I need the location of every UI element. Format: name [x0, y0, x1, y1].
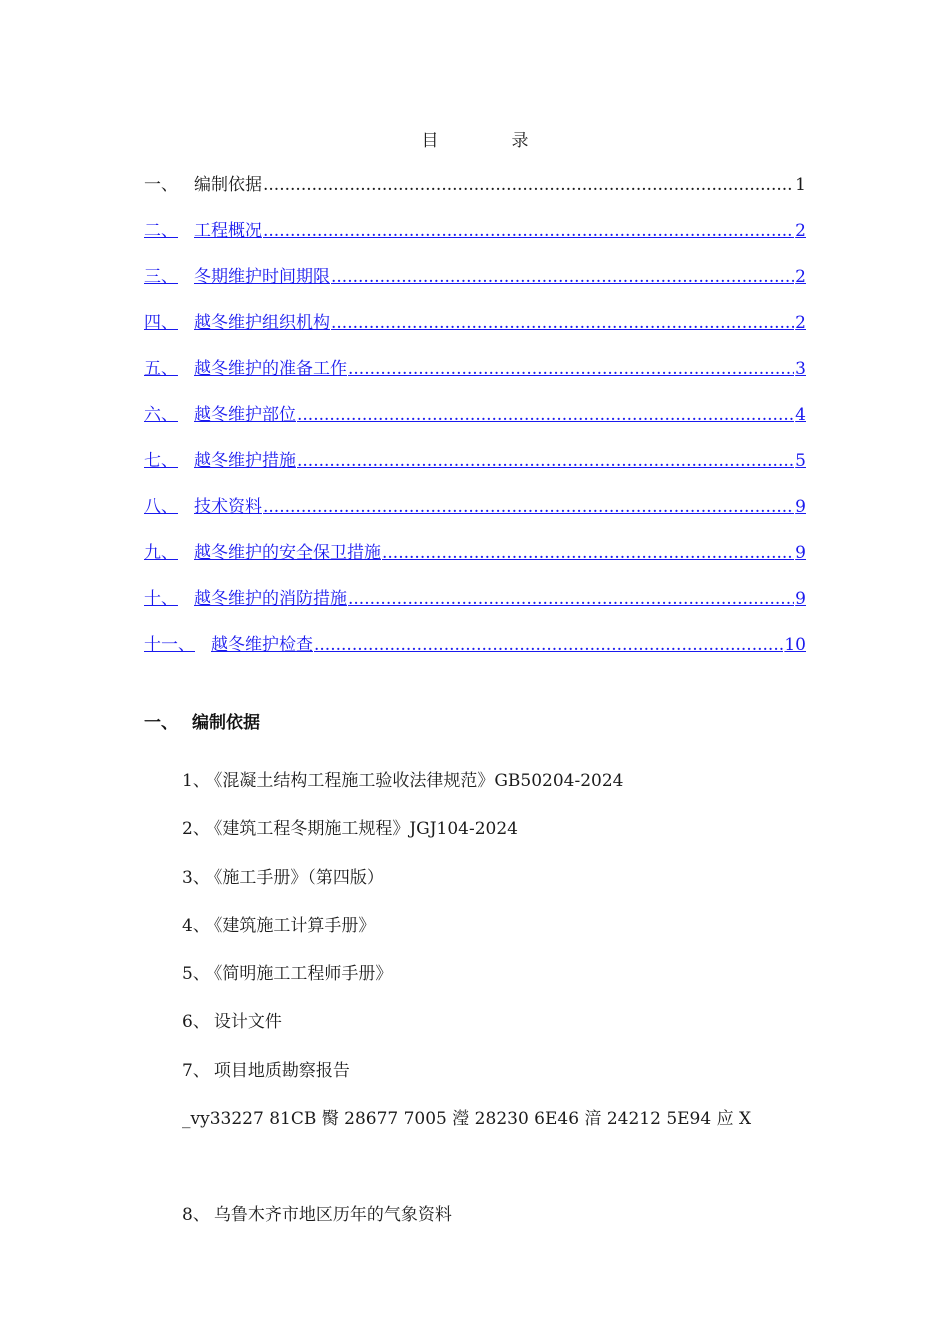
list-item — [182, 768, 751, 816]
toc-item-number: 十一、 — [144, 635, 195, 655]
toc-item-page: 9 — [795, 543, 806, 563]
toc-item-page: 2 — [795, 221, 806, 241]
toc-item-3[interactable] — [144, 264, 806, 310]
toc-dot-leader — [348, 356, 794, 382]
list-item — [182, 1202, 751, 1250]
toc-item-number: 四、 — [144, 313, 178, 333]
list-item-text: 设计文件 — [213, 1012, 282, 1033]
list-item-text: 项目地质勘察报告 — [213, 1060, 350, 1081]
section-number: 一、 — [144, 713, 178, 733]
toc-item-2[interactable] — [144, 218, 806, 264]
toc-item-label: 越冬维护部位 — [194, 405, 296, 425]
toc-item-page: 9 — [795, 497, 806, 517]
toc-item-number: 九、 — [144, 543, 178, 563]
toc-item-4[interactable] — [144, 310, 806, 356]
toc-dot-leader — [263, 494, 794, 520]
toc-dot-leader — [297, 448, 794, 474]
list-item-text: 《建筑施工计算手册》 — [213, 915, 376, 936]
list-item-text: 《施工手册》（第四版） — [213, 867, 384, 888]
list-item-number: 8、 — [182, 1205, 210, 1226]
toc-item-number: 一、 — [144, 175, 178, 195]
toc-item-number: 八、 — [144, 497, 178, 517]
table-of-contents — [144, 172, 806, 678]
list-item-text: 《简明施工工程师手册》 — [213, 964, 393, 985]
toc-item-page: 3 — [795, 359, 806, 379]
toc-item-label: 越冬维护的消防措施 — [194, 589, 347, 609]
toc-item-label: 越冬维护检查 — [211, 635, 313, 655]
list-item-number: 7、 — [182, 1060, 210, 1081]
toc-item-page: 4 — [795, 405, 806, 425]
toc-dot-leader — [297, 402, 794, 428]
toc-dot-leader — [331, 264, 794, 290]
toc-item-page: 9 — [795, 589, 806, 609]
list-item-number: 3、 — [182, 867, 210, 888]
list-item — [182, 816, 751, 864]
toc-dot-leader — [382, 540, 794, 566]
section-heading — [144, 708, 260, 733]
list-item-number: 5、 — [182, 964, 210, 985]
toc-dot-leader — [331, 310, 794, 336]
section-title: 编制依据 — [192, 713, 260, 733]
toc-item-9[interactable] — [144, 540, 806, 586]
reference-list — [182, 768, 751, 1250]
list-item — [182, 1058, 751, 1106]
list-item — [182, 1009, 751, 1057]
toc-item-label: 冬期维护时间期限 — [194, 267, 330, 287]
toc-item-8[interactable] — [144, 494, 806, 540]
list-item-number: 1、 — [182, 771, 210, 791]
list-item-text: _vy33227 81CB 臋 28677 7005 瀅 28230 6E46 湆 24212 5E94 应 X — [182, 1109, 752, 1130]
list-item-number: 6、 — [182, 1012, 210, 1033]
toc-item-number: 十、 — [144, 589, 178, 609]
toc-title: 目 录 — [421, 131, 557, 151]
toc-item-number: 五、 — [144, 359, 178, 379]
list-item — [182, 913, 751, 961]
list-item-number: 4、 — [182, 915, 210, 936]
toc-item-label: 越冬维护措施 — [194, 451, 296, 471]
toc-item-11[interactable] — [144, 632, 806, 678]
toc-item-6[interactable] — [144, 402, 806, 448]
list-item-text: 《建筑工程冬期施工规程》JGJ104-2024 — [213, 819, 518, 840]
toc-item-label: 越冬维护组织机构 — [194, 313, 330, 333]
toc-item-number: 三、 — [144, 267, 178, 287]
toc-item-7[interactable] — [144, 448, 806, 494]
toc-item-page: 5 — [795, 451, 806, 471]
toc-item-5[interactable] — [144, 356, 806, 402]
toc-item-label: 工程概况 — [194, 221, 262, 241]
list-item-number: 2、 — [182, 819, 210, 840]
garbled-text-line — [182, 1106, 751, 1202]
toc-item-number: 七、 — [144, 451, 178, 471]
toc-item-page: 10 — [784, 635, 806, 655]
toc-item-page: 1 — [795, 175, 806, 195]
toc-item-10[interactable] — [144, 586, 806, 632]
toc-item-label: 越冬维护的准备工作 — [194, 359, 347, 379]
list-item — [182, 865, 751, 913]
list-item-text: 乌鲁木齐市地区历年的气象资料 — [213, 1205, 452, 1226]
toc-item-number: 六、 — [144, 405, 178, 425]
toc-item-page: 2 — [795, 313, 806, 333]
toc-dot-leader — [314, 632, 783, 658]
toc-item-number: 二、 — [144, 221, 178, 241]
toc-dot-leader — [348, 586, 794, 612]
list-item-text: 《混凝土结构工程施工验收法律规范》GB50204-2024 — [213, 771, 624, 791]
toc-item-page: 2 — [795, 267, 806, 287]
list-item — [182, 961, 751, 1009]
toc-item-label: 越冬维护的安全保卫措施 — [194, 543, 381, 563]
toc-item-1[interactable] — [144, 172, 806, 218]
toc-dot-leader — [263, 172, 794, 198]
toc-item-label: 技术资料 — [194, 497, 262, 517]
toc-dot-leader — [263, 218, 794, 244]
toc-item-label: 编制依据 — [194, 175, 262, 195]
